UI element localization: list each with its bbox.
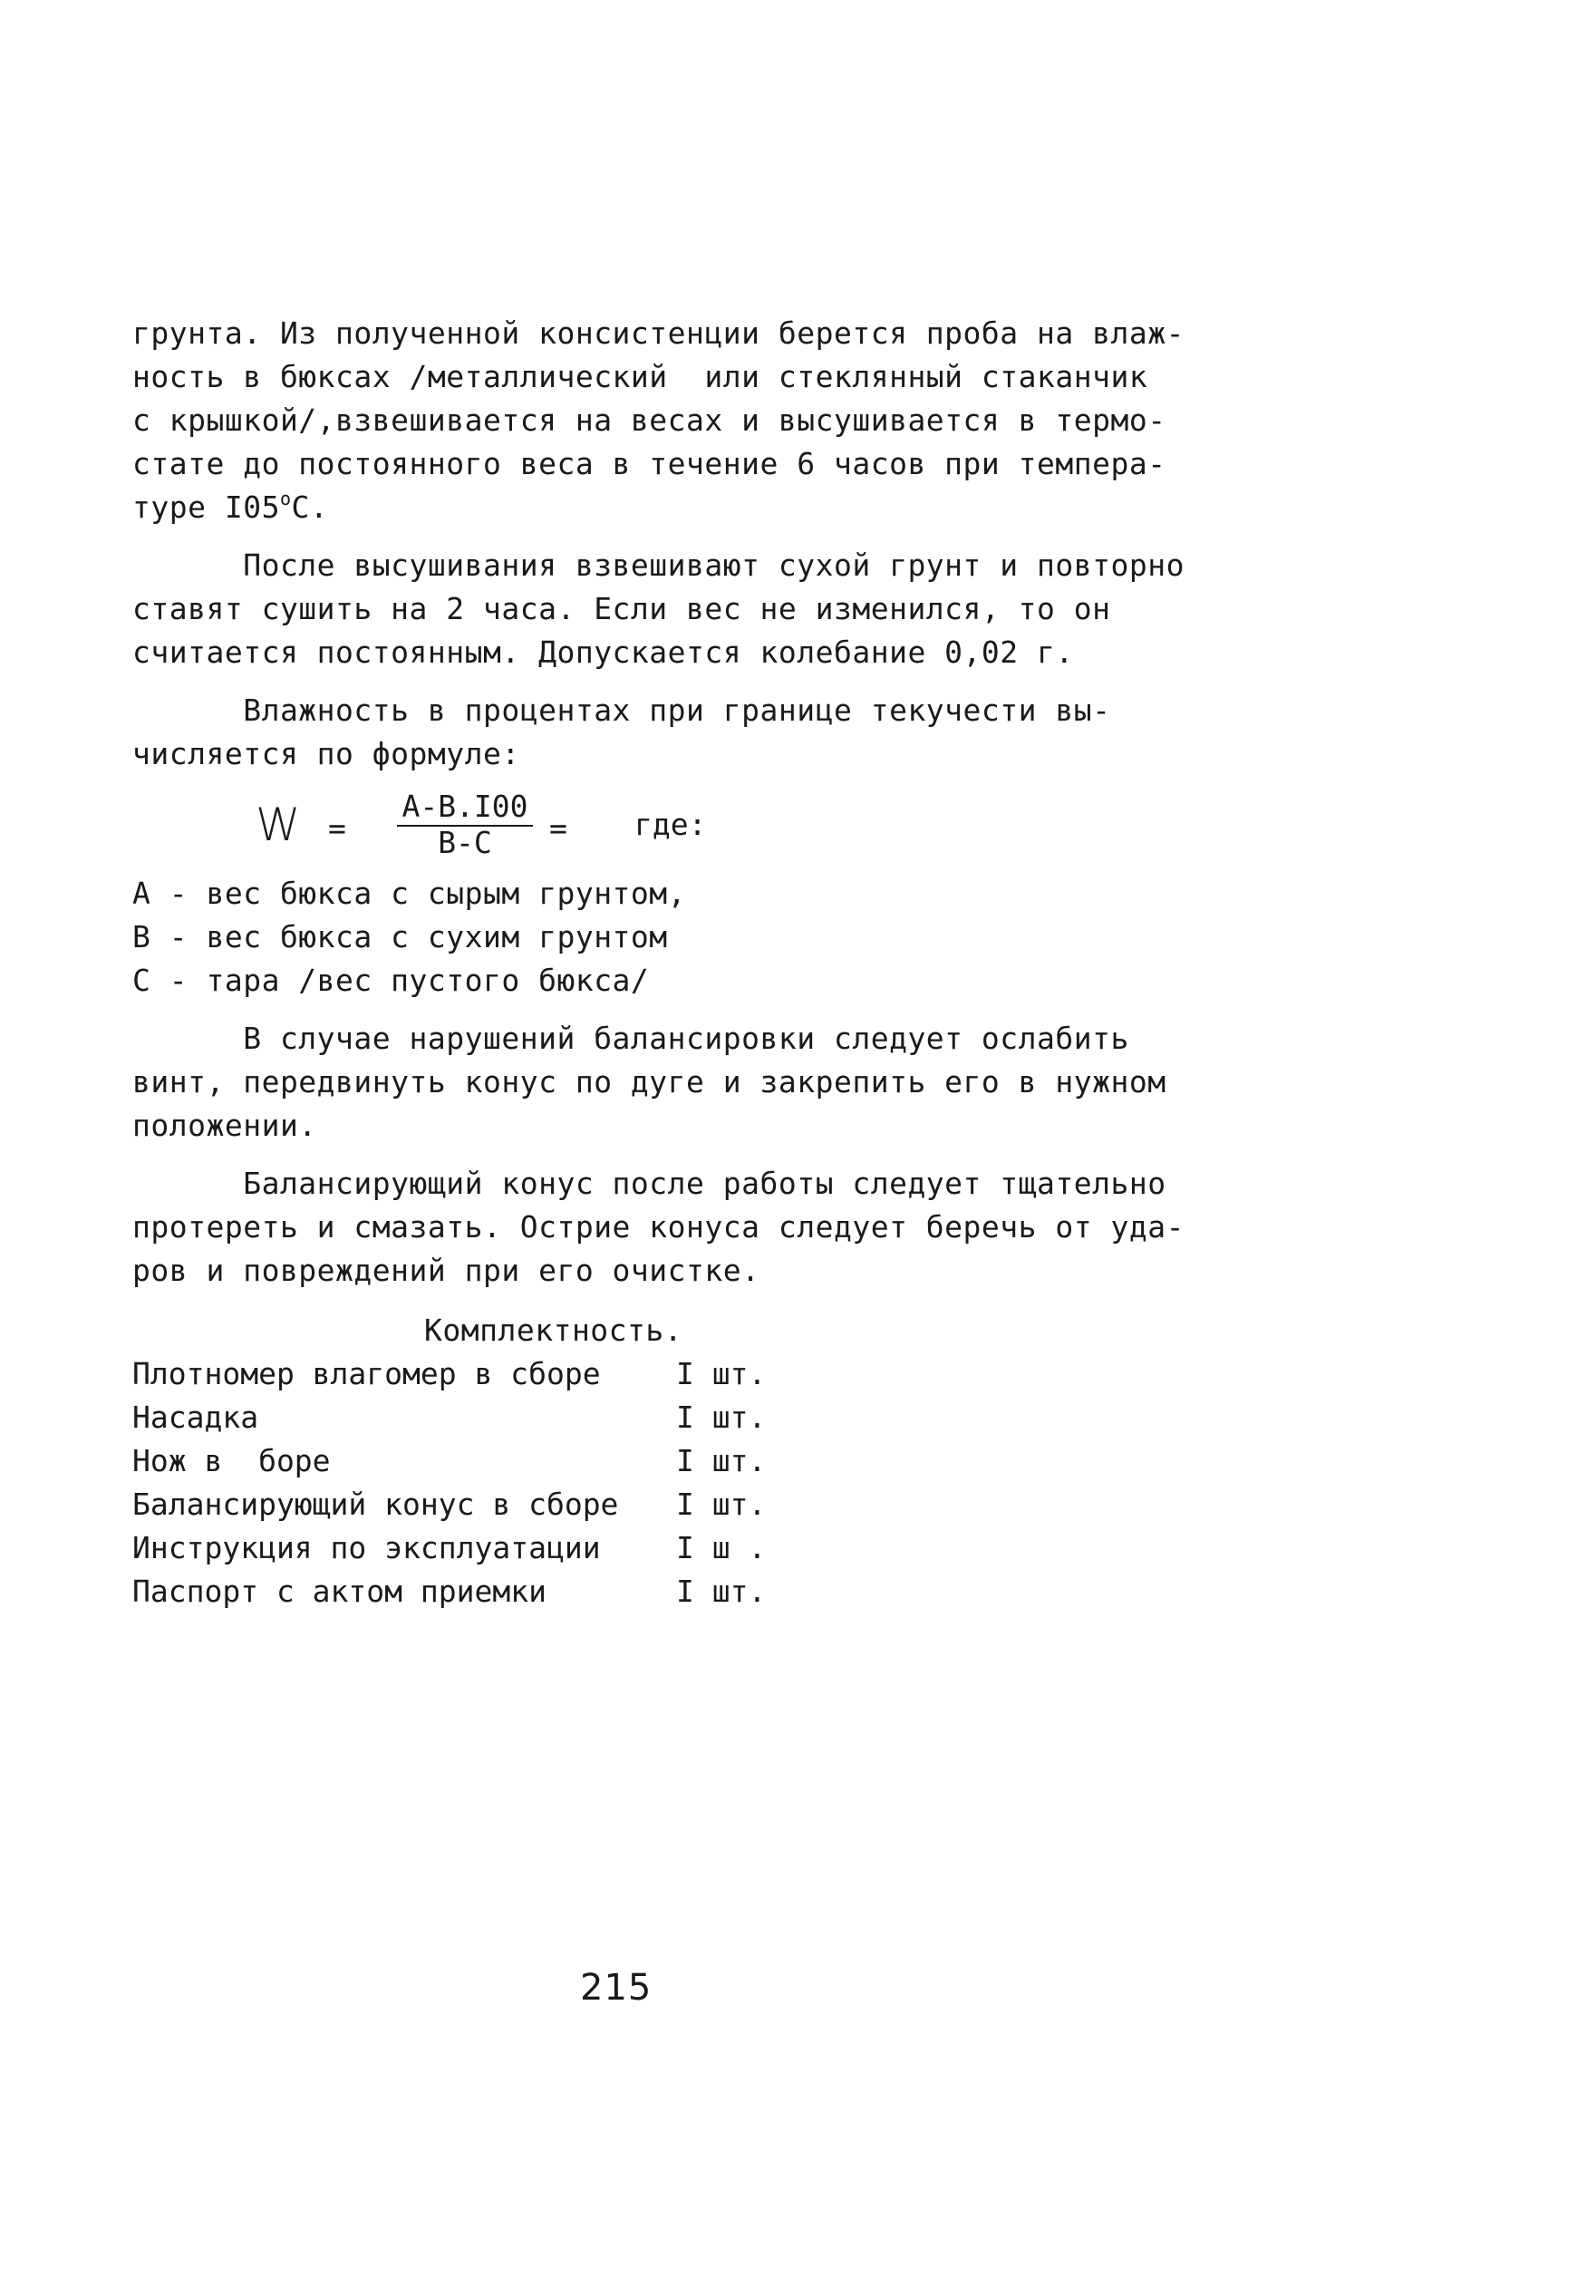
kit-row [132, 1398, 785, 1438]
text-line: стате до постоянного веса в течение 6 часов при темпера- [132, 446, 1166, 481]
formula-equals: = [328, 810, 346, 846]
formula-lhs: W [256, 799, 301, 851]
kit-item-name: Паспорт с актом приемки [132, 1574, 547, 1609]
kit-item-name: Инструкция по эксплуатации [132, 1530, 601, 1565]
formula-equals-2: = [549, 810, 567, 846]
text-line-temperature [132, 489, 328, 526]
text-line: После высушивания взвешивают сухой грунт и повторно [132, 547, 1185, 583]
page-number: 215 [580, 1967, 653, 2009]
text-line: Балансирующий конус после работы следует тщательно [132, 1166, 1166, 1201]
text-line: положении. [132, 1108, 317, 1143]
kit-item-name: Плотномер влагомер в сборе [132, 1356, 601, 1391]
formula-numerator: A-B.I00 [397, 790, 533, 827]
text-line: грунта. Из полученной консистенции берется проба на влаж- [132, 315, 1185, 351]
text-line: винт, передвинуть конус по дуге и закрепить его в нужном [132, 1064, 1166, 1100]
kit-row [132, 1528, 785, 1568]
moisture-formula [256, 790, 763, 863]
kit-row [132, 1485, 785, 1525]
kit-item-qty: I ш . [676, 1530, 767, 1565]
legend-item: С - тара /вес пустого бюкса/ [132, 963, 650, 998]
text-line: Влажность в процентах при границе текучести вы- [132, 693, 1111, 728]
formula-where: где: [634, 807, 707, 842]
text-line: ставят сушить на 2 часа. Если вес не изменился, то он [132, 591, 1111, 626]
kit-item-qty: I шт. [676, 1574, 767, 1609]
text-line: ность в бюксах /металлический или стеклянный стаканчик [132, 359, 1148, 394]
text-line: с крышкой/,взвешивается на весах и высушивается в термо- [132, 402, 1166, 438]
kit-item-qty: I шт. [676, 1356, 767, 1391]
kit-item-name: Нож в боре [132, 1443, 331, 1478]
text-fragment: туре I05 [132, 489, 280, 525]
kit-row [132, 1441, 785, 1481]
kit-item-name: Балансирующий конус в сборе [132, 1487, 619, 1522]
legend-item: В - вес бюкса с сухим грунтом [132, 919, 668, 954]
legend-item: А - вес бюкса с сырым грунтом, [132, 876, 687, 911]
text-line: ров и повреждений при его очистке. [132, 1253, 760, 1288]
formula-fraction [397, 790, 533, 859]
kit-item-qty: I шт. [676, 1400, 767, 1435]
kit-item-qty: I шт. [676, 1443, 767, 1478]
kit-row [132, 1354, 785, 1394]
text-line: протереть и смазать. Острие конуса следует беречь от уда- [132, 1209, 1185, 1245]
kit-row [132, 1572, 785, 1612]
kit-heading: Комплектность. [424, 1313, 683, 1348]
text-line: числяется по формуле: [132, 736, 520, 771]
degree-superscript: o [279, 488, 292, 509]
temperature-unit: C. [291, 489, 329, 525]
kit-item-qty: I шт. [676, 1487, 767, 1522]
text-line: считается постоянным. Допускается колебание 0,02 г. [132, 635, 1074, 670]
kit-item-name: Насадка [132, 1400, 259, 1435]
text-line: В случае нарушений балансировки следует ослабить [132, 1021, 1129, 1056]
formula-denominator: B-C [438, 825, 492, 860]
